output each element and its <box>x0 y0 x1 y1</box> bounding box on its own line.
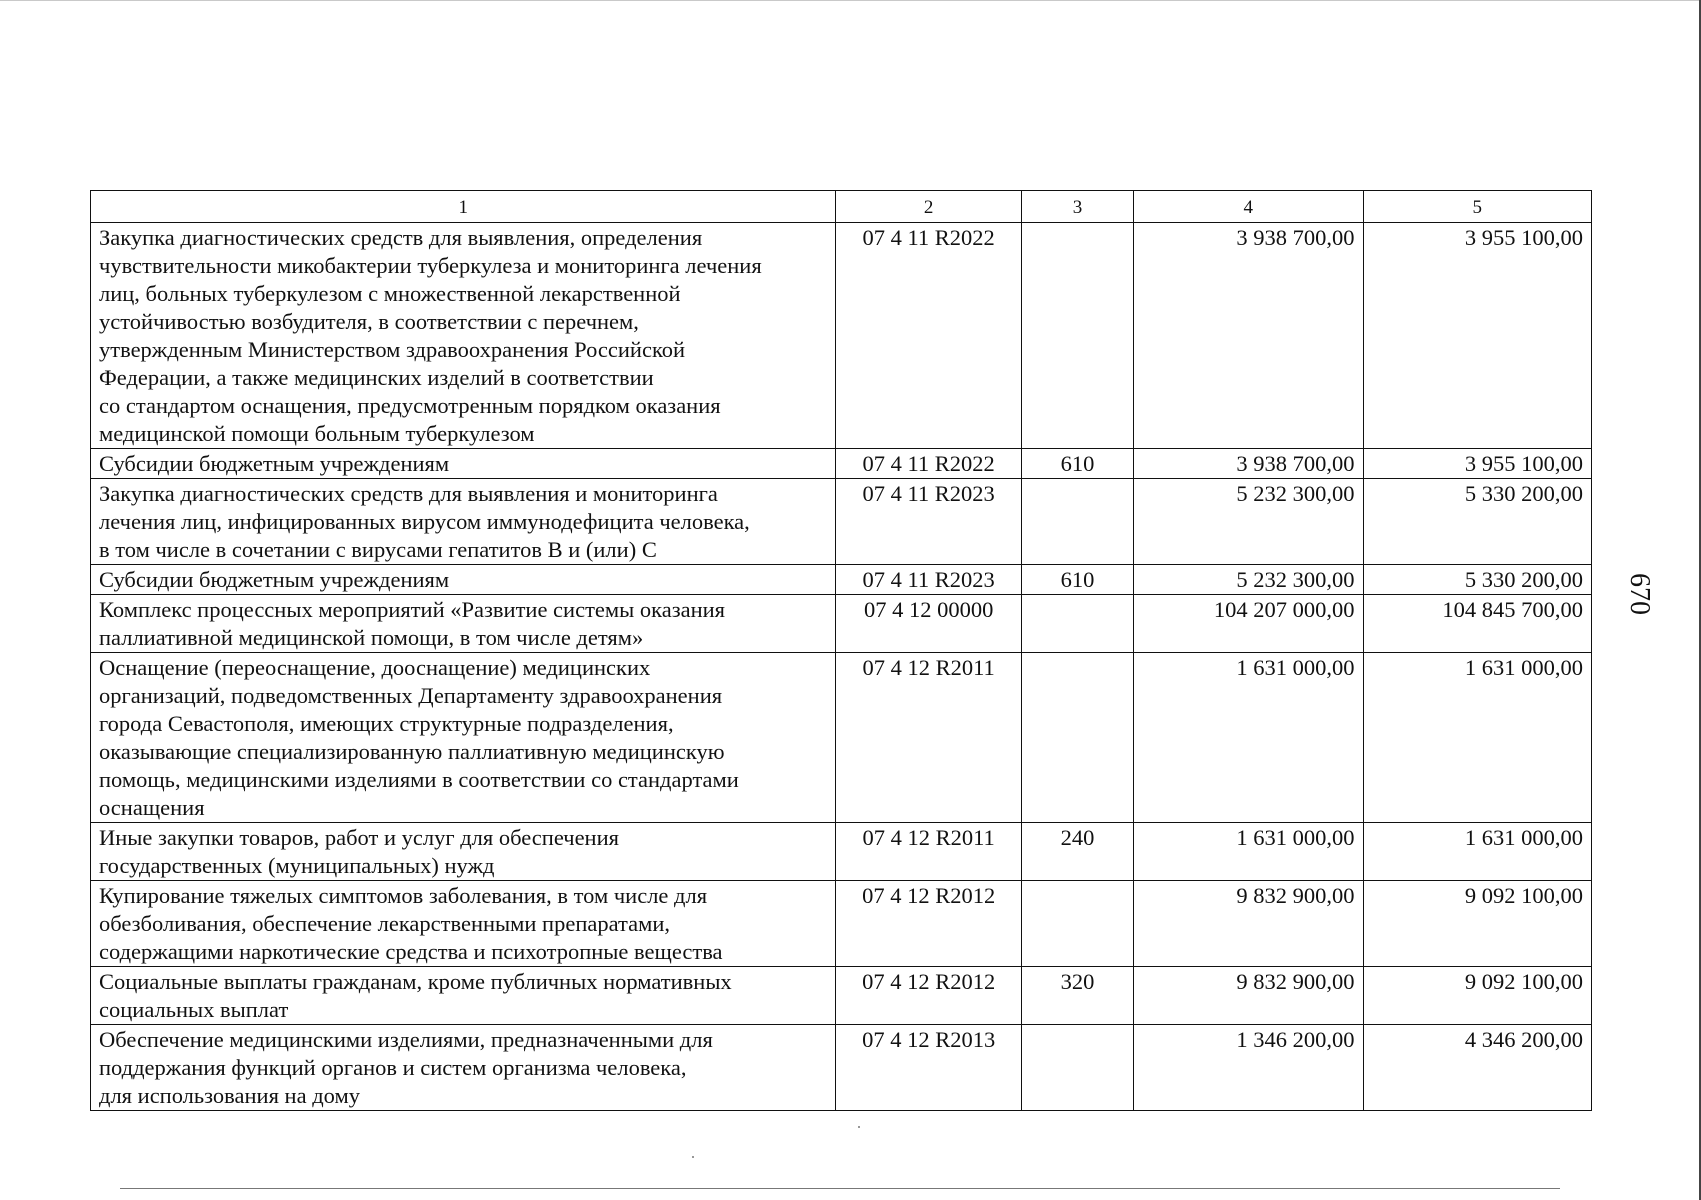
description-line: Закупка диагностических средств для выявления и мониторинга <box>99 481 718 506</box>
row-expense-type <box>1021 881 1133 967</box>
table-row <box>91 449 1592 479</box>
description-line: оказывающие специализированную паллиативную медицинскую <box>99 739 725 764</box>
row-amount-2: 1 631 000,00 <box>1363 823 1591 881</box>
description-line: Федерации, а также медицинских изделий в соответствии <box>99 365 654 390</box>
row-amount-2: 1 631 000,00 <box>1363 653 1591 823</box>
row-description <box>91 1025 836 1111</box>
row-code: 07 4 11 R2022 <box>836 223 1021 449</box>
row-amount-1: 104 207 000,00 <box>1134 595 1363 653</box>
description-line: Иные закупки товаров, работ и услуг для обеспечения <box>99 825 619 850</box>
row-code: 07 4 12 00000 <box>836 595 1021 653</box>
row-amount-2: 9 092 100,00 <box>1363 881 1591 967</box>
header-col-1: 1 <box>91 191 836 223</box>
row-description <box>91 565 836 595</box>
header-col-5: 5 <box>1363 191 1591 223</box>
description-line: Обеспечение медицинскими изделиями, предназначенными для <box>99 1027 713 1052</box>
description-line: устойчивостью возбудителя, в соответствии с перечнем, <box>99 309 639 334</box>
row-amount-1: 9 832 900,00 <box>1134 881 1363 967</box>
row-expense-type <box>1021 1025 1133 1111</box>
row-amount-2: 3 955 100,00 <box>1363 449 1591 479</box>
table-row <box>91 823 1592 881</box>
description-line: Субсидии бюджетным учреждениям <box>99 567 450 592</box>
header-col-4: 4 <box>1134 191 1363 223</box>
row-code: 07 4 11 R2022 <box>836 449 1021 479</box>
table-row <box>91 967 1592 1025</box>
description-line: поддержания функций органов и систем организма человека, <box>99 1055 687 1080</box>
description-line: паллиативной медицинской помощи, в том числе детям» <box>99 625 644 650</box>
row-description <box>91 881 836 967</box>
description-line: Субсидии бюджетным учреждениям <box>99 451 450 476</box>
row-expense-type <box>1021 595 1133 653</box>
row-amount-2: 4 346 200,00 <box>1363 1025 1591 1111</box>
row-amount-1: 3 938 700,00 <box>1134 223 1363 449</box>
description-line: лиц, больных туберкулезом с множественной лекарственной <box>99 281 681 306</box>
header-col-2: 2 <box>836 191 1021 223</box>
description-line: организаций, подведомственных Департаменту здравоохранения <box>99 683 723 708</box>
row-code: 07 4 12 R2012 <box>836 881 1021 967</box>
row-code: 07 4 12 R2011 <box>836 653 1021 823</box>
description-line: чувствительности микобактерии туберкулеза и мониторинга лечения <box>99 253 762 278</box>
row-description <box>91 823 836 881</box>
table-row <box>91 1025 1592 1111</box>
row-description <box>91 595 836 653</box>
table-row <box>91 881 1592 967</box>
row-amount-1: 5 232 300,00 <box>1134 479 1363 565</box>
description-line: Комплекс процессных мероприятий «Развитие системы оказания <box>99 597 726 622</box>
row-amount-2: 5 330 200,00 <box>1363 565 1591 595</box>
description-line: Социальные выплаты гражданам, кроме публичных нормативных <box>99 969 732 994</box>
row-description <box>91 479 836 565</box>
row-expense-type: 320 <box>1021 967 1133 1025</box>
table-row <box>91 479 1592 565</box>
row-amount-1: 5 232 300,00 <box>1134 565 1363 595</box>
description-line: Оснащение (переоснащение, дооснащение) медицинских <box>99 655 651 680</box>
row-amount-1: 3 938 700,00 <box>1134 449 1363 479</box>
row-amount-2: 104 845 700,00 <box>1363 595 1591 653</box>
row-description <box>91 449 836 479</box>
scan-speck <box>858 1126 860 1128</box>
table-row <box>91 595 1592 653</box>
row-code: 07 4 11 R2023 <box>836 479 1021 565</box>
row-amount-1: 1 631 000,00 <box>1134 823 1363 881</box>
row-code: 07 4 12 R2012 <box>836 967 1021 1025</box>
row-expense-type <box>1021 653 1133 823</box>
description-line: содержащими наркотические средства и психотропные вещества <box>99 939 723 964</box>
table-row <box>91 653 1592 823</box>
row-expense-type: 610 <box>1021 565 1133 595</box>
description-line: со стандартом оснащения, предусмотренным порядком оказания <box>99 393 721 418</box>
description-line: утвержденным Министерством здравоохранения Российской <box>99 337 686 362</box>
description-line: Закупка диагностических средств для выявления, определения <box>99 225 703 250</box>
row-code: 07 4 12 R2011 <box>836 823 1021 881</box>
scan-top-edge <box>0 0 1701 11</box>
row-expense-type: 240 <box>1021 823 1133 881</box>
row-amount-2: 5 330 200,00 <box>1363 479 1591 565</box>
table-row <box>91 565 1592 595</box>
budget-table <box>90 190 1592 1111</box>
description-line: обезболивания, обеспечение лекарственными препаратами, <box>99 911 671 936</box>
row-amount-1: 1 631 000,00 <box>1134 653 1363 823</box>
page-number: 670 <box>1624 573 1655 615</box>
description-line: государственных (муниципальных) нужд <box>99 853 495 878</box>
row-code: 07 4 12 R2013 <box>836 1025 1021 1111</box>
description-line: лечения лиц, инфицированных вирусом иммунодефицита человека, <box>99 509 750 534</box>
row-code: 07 4 11 R2023 <box>836 565 1021 595</box>
description-line: оснащения <box>99 795 205 820</box>
description-line: помощь, медицинскими изделиями в соответствии со стандартами <box>99 767 739 792</box>
description-line: социальных выплат <box>99 997 289 1022</box>
description-line: для использования на дому <box>99 1083 360 1108</box>
row-description <box>91 967 836 1025</box>
row-expense-type <box>1021 223 1133 449</box>
scan-speck <box>692 1156 694 1158</box>
row-expense-type <box>1021 479 1133 565</box>
description-line: Купирование тяжелых симптомов заболевания, в том числе для <box>99 883 708 908</box>
description-line: города Севастополя, имеющих структурные подразделения, <box>99 711 674 736</box>
row-description <box>91 223 836 449</box>
scan-bottom-line <box>120 1188 1560 1189</box>
table-header-row <box>91 191 1592 223</box>
row-amount-2: 3 955 100,00 <box>1363 223 1591 449</box>
header-col-3: 3 <box>1021 191 1133 223</box>
row-amount-1: 1 346 200,00 <box>1134 1025 1363 1111</box>
row-amount-2: 9 092 100,00 <box>1363 967 1591 1025</box>
row-amount-1: 9 832 900,00 <box>1134 967 1363 1025</box>
description-line: медицинской помощи больным туберкулезом <box>99 421 535 446</box>
row-expense-type: 610 <box>1021 449 1133 479</box>
row-description <box>91 653 836 823</box>
table-row <box>91 223 1592 449</box>
description-line: в том числе в сочетании с вирусами гепатитов В и (или) С <box>99 537 657 562</box>
